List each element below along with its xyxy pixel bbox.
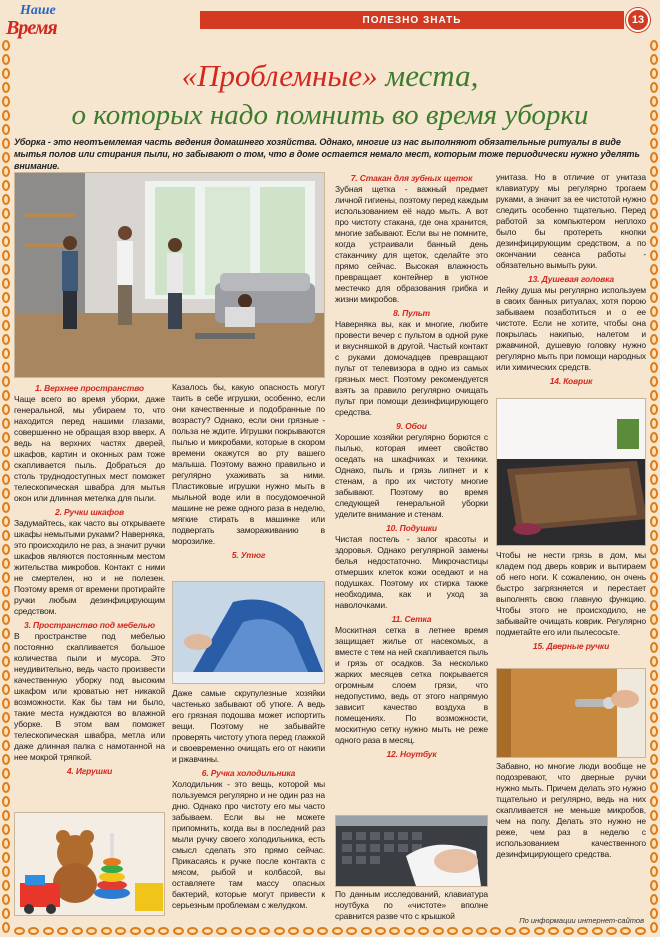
border-bead [2, 768, 10, 779]
border-bead [2, 194, 10, 205]
border-bead [2, 782, 10, 793]
newspaper-logo [6, 3, 70, 37]
logo-bottom-text: Время [6, 17, 57, 39]
page-header [0, 0, 660, 40]
border-bead [2, 614, 10, 625]
border-bead [2, 180, 10, 191]
border-bead [86, 927, 97, 935]
border-bead [115, 927, 126, 935]
subheading-2: 2. Ручки шкафов [55, 507, 124, 517]
border-bead [650, 194, 658, 205]
photo-laptop-cleaning [335, 815, 488, 887]
column-4-middle [496, 550, 646, 652]
border-bead [650, 740, 658, 751]
border-bead [650, 712, 658, 723]
border-bead [2, 250, 10, 261]
border-bead [620, 927, 631, 935]
border-bead [2, 698, 10, 709]
subheading-12: 12. Ноутбук [386, 749, 437, 759]
border-bead [2, 502, 10, 513]
border-bead [288, 927, 299, 935]
subheading-9: 9. Обои [396, 421, 427, 431]
border-bead [650, 600, 658, 611]
decorative-border-left [0, 40, 12, 937]
border-bead [2, 908, 10, 919]
paragraph-3: В пространстве под мебелью постоянно скапливается большое количества пыли и мусора. Это неудивительно, ведь часто произвести качественную уборку под высоким шкафом или кроватью нет никакой возможности. Как бы там ни было, такие места нуждаются во влажной уборке. В этом вам поможет телескопическая швабра, метла или даже длинная палка с намотанной на нее мокрой тряпкой. [14, 631, 165, 762]
border-bead [2, 530, 10, 541]
border-bead [2, 138, 10, 149]
border-bead [2, 278, 10, 289]
paragraph-11: Москитная сетка в летнее время защищает жилье от насекомых, а вместе с тем на ней скапливается пыль и грязь от осадков. За несколько жарких месяцев сетка покрывается огромным слоем грязи, что недопустимо, ведь от этого напрямую зависит качество воздуха в помещениях. По возможности, москитную сетку нужно мыть не реже одного раза в месяц. [335, 625, 488, 745]
paragraph-1: Чаще всего во время уборки, даже генеральной, мы убираем то, что находится перед нашими глазами, совершенно не обращая взор вверх. А ведь на верхних частях дверей, шкафов, картин и оконных рам тоже скапливается пыль. Добраться до столь труднодоступных мест поможет телескопическая швабра для мытья окон или длинная метелка для пыли. [14, 394, 165, 503]
border-bead [650, 362, 658, 373]
border-bead [650, 250, 658, 261]
border-bead [2, 390, 10, 401]
border-bead [2, 866, 10, 877]
border-bead [650, 334, 658, 345]
logo-top-text: Наше [20, 3, 56, 18]
border-bead [606, 927, 617, 935]
photo-door-handle [496, 668, 646, 758]
border-bead [2, 628, 10, 639]
border-bead [28, 927, 39, 935]
border-bead [2, 712, 10, 723]
border-bead [650, 40, 658, 51]
page-number: 13 [626, 8, 650, 32]
border-bead [2, 740, 10, 751]
border-bead [2, 600, 10, 611]
subheading-11: 11. Сетка [391, 614, 432, 624]
border-bead [2, 236, 10, 247]
border-bead [2, 880, 10, 891]
border-bead [2, 810, 10, 821]
border-bead [144, 927, 155, 935]
border-bead [2, 824, 10, 835]
border-bead [2, 754, 10, 765]
paragraph-6: Холодильник - это вещь, которой мы пользуемся регулярно и не один раз на дню. Однако про чистоту его мы часто забываем. Если вы не можете припомнить, когда вы в последний раз мыли ручку своего холодильника, есть смысл сделать это прямо сейчас. Прикасаясь к ручке после контакта с мясом, рыбой и колбасой, вы оставляете там массу опасных бактерий, которые могут привести к серьезным проблемам с желудком. [172, 779, 325, 910]
article-title-line2: о которых надо помнить во время уборки [71, 99, 589, 131]
border-bead [2, 152, 10, 163]
border-bead [274, 927, 285, 935]
border-bead [2, 418, 10, 429]
border-bead [158, 927, 169, 935]
subheading-15: 15. Дверные ручки [532, 641, 610, 651]
article-intro: Уборка - это неотъемлемая часть ведения домашнего хозяйства. Однако, многие из нас выполняют обязательные ритуалы в виде мытья полов или стирания пыли, но забывают о том, что в доме остается немало мест, которым тоже периодически нужно уделять внимание. [14, 137, 640, 171]
decorative-border-right [648, 40, 660, 937]
border-bead [650, 264, 658, 275]
border-bead [2, 558, 10, 569]
border-bead [650, 824, 658, 835]
border-bead [650, 390, 658, 401]
border-bead [650, 236, 658, 247]
border-bead [650, 782, 658, 793]
border-bead [173, 927, 184, 935]
border-bead [650, 880, 658, 891]
photo-door-mat [496, 398, 646, 546]
column-3 [335, 172, 488, 760]
border-bead [231, 927, 242, 935]
border-bead [650, 166, 658, 177]
subheading-1: 1. Верхнее пространство [35, 383, 144, 393]
border-bead [2, 572, 10, 583]
subheading-14: 14. Коврик [549, 376, 593, 386]
border-bead [650, 586, 658, 597]
border-bead [650, 754, 658, 765]
border-bead [375, 927, 386, 935]
border-bead [2, 670, 10, 681]
title-line1-rest: места, [377, 58, 479, 93]
border-bead [245, 927, 256, 935]
border-bead [519, 927, 530, 935]
border-bead [2, 376, 10, 387]
border-bead [2, 894, 10, 905]
border-bead [317, 927, 328, 935]
border-bead [650, 138, 658, 149]
border-bead [650, 894, 658, 905]
border-bead [650, 852, 658, 863]
border-bead [650, 418, 658, 429]
border-bead [2, 838, 10, 849]
border-bead [635, 927, 646, 935]
border-bead [447, 927, 458, 935]
border-bead [57, 927, 68, 935]
border-bead [2, 40, 10, 51]
paragraph-15: Забавно, но многие люди вообще не подозревают, что дверные ручки нужно мыть. Причем делать это нужно тщательно и регулярно, ведь на них скапливается не меньше микробов, чем на полу. Делать это нужно не реже, чем раз в неделю с использованием качественного дезинфицирующего средства. [496, 761, 646, 859]
border-bead [650, 684, 658, 695]
border-bead [650, 698, 658, 709]
border-bead [650, 502, 658, 513]
border-bead [389, 927, 400, 935]
paragraph-12: По данным исследований, клавиатура ноутбука по «чистоте» вполне сравнится разве что с крышкой [335, 889, 488, 921]
border-bead [2, 432, 10, 443]
border-bead [433, 927, 444, 935]
article-title-line1 [0, 58, 660, 94]
column-2-lower [172, 688, 325, 913]
border-bead [2, 656, 10, 667]
border-bead [202, 927, 213, 935]
border-bead [650, 432, 658, 443]
subheading-8: 8. Пульт [393, 308, 430, 318]
column-4 [496, 172, 646, 387]
column-2 [172, 382, 325, 561]
border-bead [2, 544, 10, 555]
border-bead [2, 852, 10, 863]
border-bead [650, 572, 658, 583]
subheading-5: 5. Утюг [231, 550, 266, 560]
column-3-lower [335, 889, 488, 924]
border-bead [650, 558, 658, 569]
paragraph-2: Задумайтесь, как часто вы открываете шкафы немытыми руками? Наверняка, это происходило не раз, а значит ручки шкафов являются постоянным местом жительства микробов. Контакт с ними не смертелен, но и не полезен. Поэтому время от времени протирайте ручки любым дезинфицирующим средством. [14, 518, 165, 616]
border-bead [577, 927, 588, 935]
border-bead [505, 927, 516, 935]
border-bead [650, 614, 658, 625]
paragraph-12-continued: унитаза. Но в отличие от унитаза клавиатуру мы регулярно трогаем руками, а значит за ее чистотой нужно следить особенно тщательно. Перед работой за компьютером неплохо было бы протереть кнопки дезинфицирующим средством, а по окончании сеанса работы - обязательно вымыть руки. [496, 172, 646, 270]
paragraph-14: Чтобы не нести грязь в дом, мы кладем под дверь коврик и вытираем об него ноги. К сожалению, он очень быстро загрязняется и перестает выполнять свою главную функцию. Чтобы этого не происходило, не забывайте очищать коврик. Регулярно подметайте его или пылесосьте. [496, 550, 646, 637]
paragraph-13: Лейку душа мы регулярно используем в своих банных ритуалах, хотя порою забываем позаботиться и о ее чистоте. Если не хотите, чтобы она покрылась накипью, налетом и ржавчиной, душевую головку нужно регулярно мыть при помощи народных или химических средств. [496, 285, 646, 372]
border-bead [650, 292, 658, 303]
border-bead [650, 656, 658, 667]
border-bead [404, 927, 415, 935]
border-bead [650, 180, 658, 191]
border-bead [187, 927, 198, 935]
border-bead [2, 684, 10, 695]
border-bead [650, 348, 658, 359]
border-bead [2, 320, 10, 331]
border-bead [534, 927, 545, 935]
section-title: ПОЛЕЗНО ЗНАТЬ [362, 14, 462, 26]
border-bead [2, 362, 10, 373]
border-bead [548, 927, 559, 935]
border-bead [2, 348, 10, 359]
border-bead [2, 166, 10, 177]
border-bead [2, 404, 10, 415]
border-bead [332, 927, 343, 935]
border-bead [418, 927, 429, 935]
border-bead [592, 927, 603, 935]
paragraph-10: Чистая постель - залог красоты и здоровья. Однако регулярной замены белья недостаточно. Микрочастицы отмерших клеток кожи оседают и на подушках. Поэтому их стирка также необходима, как и уход за наволочками. [335, 534, 488, 610]
border-bead [650, 446, 658, 457]
border-bead [650, 516, 658, 527]
paragraph-9: Хорошие хозяйки регулярно борются с пылью, которая имеет свойство оседать на шкафчиках и техники. Однако, пыль и грязь липнет и к стенам, а про их чистоту многие забывают. Поэтому во время следующей генеральной уборки уделите внимание и стенам. [335, 432, 488, 519]
subheading-6: 6. Ручка холодильника [201, 768, 296, 778]
border-bead [563, 927, 574, 935]
border-bead [650, 404, 658, 415]
border-bead [650, 488, 658, 499]
border-bead [650, 222, 658, 233]
border-bead [490, 927, 501, 935]
border-bead [650, 838, 658, 849]
column-4-lower [496, 761, 646, 862]
title-quoted-word: «Проблемные» [181, 58, 378, 93]
paragraph-5: Даже самые скрупулезные хозяйки частенько забывают об утюге. А ведь его грязная подошва может испортить вещи. Поэтому не забывайте проверять чистоту утюга перед глажкой и своевременно очищать его от накипи и ржавчины. [172, 688, 325, 764]
border-bead [2, 222, 10, 233]
subheading-4: 4. Игрушки [66, 766, 113, 776]
border-bead [303, 927, 314, 935]
border-bead [101, 927, 112, 935]
border-bead [2, 460, 10, 471]
border-bead [72, 927, 83, 935]
photo-iron [172, 581, 325, 684]
border-bead [650, 530, 658, 541]
border-bead [346, 927, 357, 935]
paragraph-7: Зубная щетка - важный предмет личной гигиены, поэтому перед каждым использованием её надо мыть. А вот про чистоту стакана, где она хранится, многие забывают. Если вы не помните, когда устраивали банный день стаканчику для щеток, сделайте это прямо сейчас. Высокая влажность превращает контейнер в уютное местечко для образования грибка и жизни микробов. [335, 184, 488, 304]
photo-family-cleaning [14, 172, 325, 378]
border-bead [650, 474, 658, 485]
subheading-7: 7. Стакан для зубных щеток [350, 173, 473, 183]
border-bead [650, 642, 658, 653]
border-bead [462, 927, 473, 935]
border-bead [650, 908, 658, 919]
border-bead [130, 927, 141, 935]
border-bead [2, 516, 10, 527]
paragraph-8: Наверняка вы, как и многие, любите провести вечер с пультом в одной руке и вкусняшкой в другой. Частый контакт с руками домочадцев превращают пульт от телевизора в одно из самых грязных мест. Поэтому рекомендуется взять за правило регулярно очищать пульт при помощи дезинфицирующего средства. [335, 319, 488, 417]
border-bead [2, 446, 10, 457]
paragraph-4: Казалось бы, какую опасность могут таить в себе игрушки, особенно, если они качественные и подобранные по возрасту? Однако, если они грязные - польза не ждите. Игрушки покрываются пылью и микробами, которые в скором времени окажутся во рту вашего малыша. Поэтому важно правильно и регулярно ухаживать за ними. Пластиковые игрушки нужно мыть в мыльной воде или в посудомоечной машине не реже одного раза в неделю, мягкие стирать в машинке или подвергать замораживанию в морозилке. [172, 382, 325, 546]
photo-toys [14, 812, 165, 916]
border-bead [650, 278, 658, 289]
border-bead [2, 586, 10, 597]
border-bead [2, 642, 10, 653]
border-bead [216, 927, 227, 935]
subheading-10: 10. Подушки [386, 523, 437, 533]
border-bead [650, 208, 658, 219]
border-bead [650, 376, 658, 387]
border-bead [650, 726, 658, 737]
border-bead [2, 264, 10, 275]
border-bead [2, 292, 10, 303]
border-bead [2, 474, 10, 485]
border-bead [361, 927, 372, 935]
border-bead [2, 334, 10, 345]
subheading-13: 13. Душевая головка [528, 274, 614, 284]
border-bead [2, 796, 10, 807]
border-bead [2, 726, 10, 737]
border-bead [43, 927, 54, 935]
border-bead [259, 927, 270, 935]
border-bead [650, 796, 658, 807]
border-bead [650, 866, 658, 877]
section-bar [200, 11, 624, 29]
border-bead [2, 306, 10, 317]
subheading-3: 3. Пространство под мебелью [24, 620, 155, 630]
border-bead [650, 628, 658, 639]
border-bead [14, 927, 25, 935]
border-bead [476, 927, 487, 935]
border-bead [650, 460, 658, 471]
border-bead [650, 810, 658, 821]
border-bead [650, 768, 658, 779]
border-bead [650, 152, 658, 163]
column-1 [14, 382, 165, 777]
border-bead [650, 544, 658, 555]
border-bead [650, 320, 658, 331]
border-bead [2, 208, 10, 219]
decorative-border-bottom [0, 927, 660, 937]
border-bead [650, 306, 658, 317]
border-bead [2, 488, 10, 499]
border-bead [650, 670, 658, 681]
source-footnote: По информации интернет-сайтов [519, 916, 644, 925]
